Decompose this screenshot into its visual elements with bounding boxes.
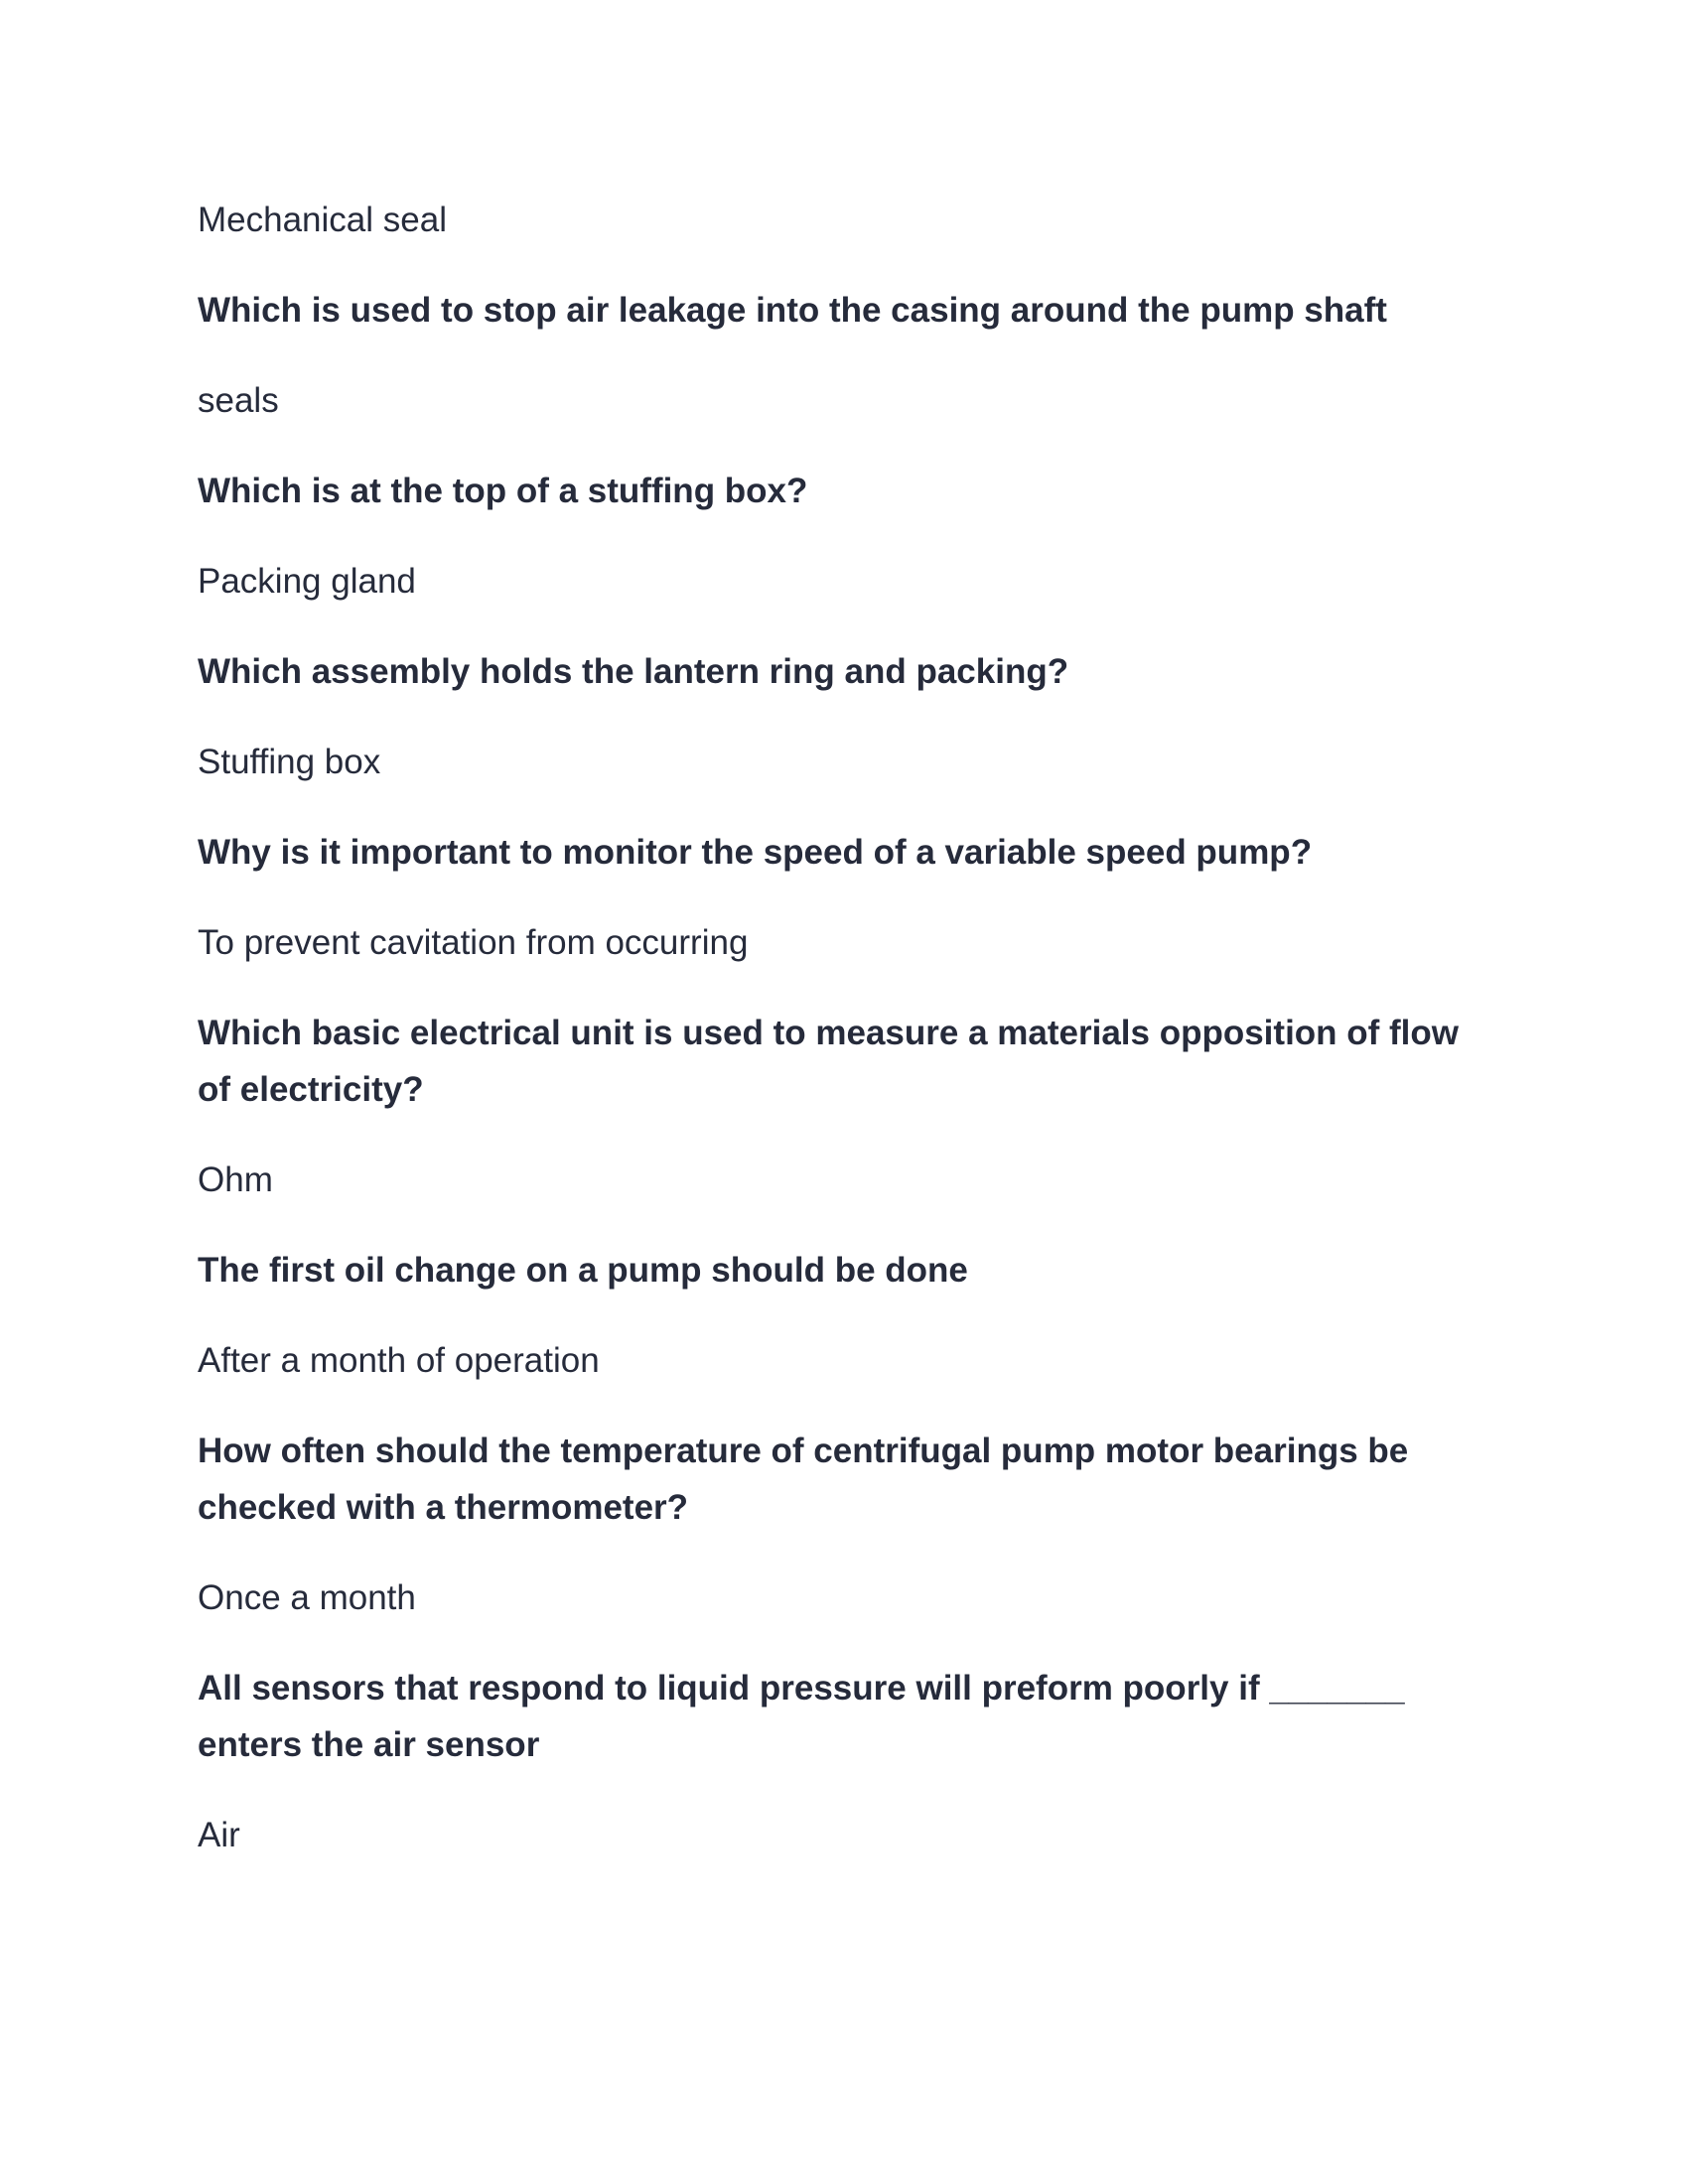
- question-text: How often should the temperature of centrifugal pump motor bearings be checked with a thermometer?: [198, 1432, 1409, 1527]
- answer-text: Once a month: [198, 1578, 416, 1617]
- question-text: Which is used to stop air leakage into the casing around the pump shaft: [198, 291, 1387, 330]
- question-text: Why is it important to monitor the speed of a variable speed pump?: [198, 833, 1313, 872]
- question-text: Which basic electrical unit is used to measure a materials opposition of flow of electricity?: [198, 1014, 1460, 1109]
- question-text: All sensors that respond to liquid pressure will preform poorly if _______ enters the air sensor: [198, 1669, 1405, 1764]
- document-body: [198, 192, 1469, 1897]
- question-text: The first oil change on a pump should be done: [198, 1251, 968, 1290]
- answer-text: Air: [198, 1816, 240, 1854]
- answer-text: Stuffing box: [198, 743, 381, 781]
- answer-text: seals: [198, 381, 279, 420]
- question-text: Which assembly holds the lantern ring and packing?: [198, 652, 1069, 691]
- answer-text: After a month of operation: [198, 1341, 600, 1380]
- answer-text: Ohm: [198, 1160, 273, 1199]
- question-text: Which is at the top of a stuffing box?: [198, 472, 808, 510]
- answer-text: Packing gland: [198, 562, 416, 601]
- answer-text: Mechanical seal: [198, 201, 447, 239]
- answer-text: To prevent cavitation from occurring: [198, 923, 749, 962]
